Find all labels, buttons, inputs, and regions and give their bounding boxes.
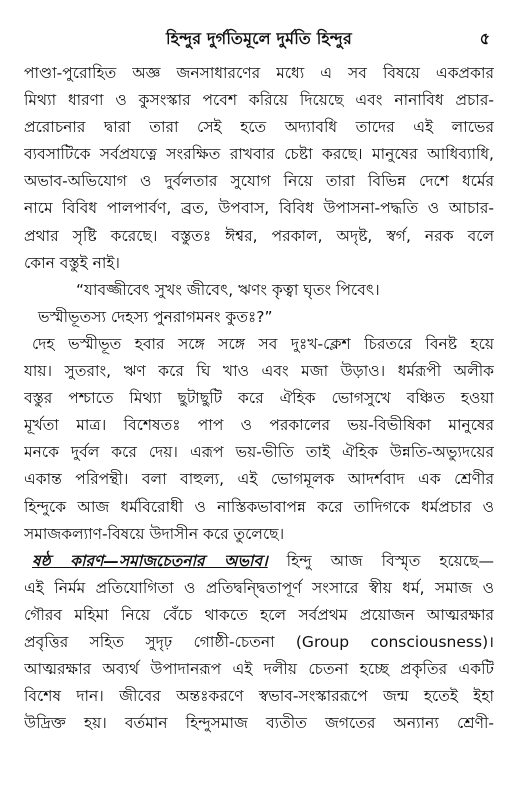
- text-line: বিশেষ দান। জীবের অন্তঃকরণে স্বভাব-সংস্কাররূপে জন্ম হতেই ইহা: [24, 687, 494, 706]
- text-line: প্রথার সৃষ্টি করেছে। বস্তুতঃ ঈশ্বর, পরকাল, অদৃষ্ট, স্বর্গ, নরক বলে: [24, 226, 494, 245]
- text-line: যায়। সুতরাং, ঋণ করে ঘি খাও এবং মজা উড়াও। ধর্মরূপী অলীক: [24, 362, 494, 381]
- paragraph-2: [24, 331, 494, 548]
- text-line: সমাজকল্যাণ-বিষয়ে উদাসীন করে তুলেছে।: [24, 524, 285, 543]
- text-line: পাণ্ডা-পুরোহিত অজ্ঞ জনসাধারণের মধ্যে এ সব বিষয়ে একপ্রকার: [24, 64, 494, 82]
- text-line: বস্তুর পশ্চাতে মিথ্যা ছুটাছুটি করে ঐহিক ভোগসুখে বঞ্চিত হওয়া: [24, 389, 494, 408]
- text-line: উদ্রিক্ত হয়। বর্তমান হিন্দুসমাজ ব্যতীত জগতের অন্যান্য শ্রেণী-: [24, 714, 494, 733]
- text-line: নামে বিবিধ পালপার্বণ, ব্রত, উপবাস, বিবিধ উপাসনা-পদ্ধতি ও আচার-: [24, 199, 494, 218]
- text-line: দেহ ভস্মীভূত হবার সঙ্গে সঙ্গে সব দুঃখ-ক্লেশ চিরতরে বিনষ্ট হয়ে: [32, 334, 494, 353]
- page-number: ৫: [479, 29, 490, 48]
- text-line: মিথ্যা ধারণা ও কুসংস্কার পবেশ করিয়ে দিয়েছে এবং নানাবিধ প্রচার-: [24, 91, 494, 110]
- verse-line: ভস্মীভূতস্য দেহস্য পুনরাগমনং কুতঃ?”: [38, 307, 273, 326]
- section-first-line: [24, 548, 494, 575]
- page-header: [24, 0, 494, 60]
- text-line: প্ররোচনার দ্বারা তারা সেই হতে অদ্যাবধি তাদের এই লাভের: [24, 118, 494, 137]
- text-line: অভাব-অভিযোগ ও দুর্বলতার সুযোগ নিয়ে তারা বিভিন্ন দেশে ধর্মের: [24, 172, 494, 191]
- text-line: গৌরব মহিমা নিয়ে বেঁচে থাকতে হলে সর্বপ্রথম প্রয়োজন আত্মরক্ষার: [24, 605, 494, 624]
- text-line: হিন্দুকে আজ ধর্মবিরোধী ও নাস্তিকভাবাপন্ন করে তাদিগকে ধর্মপ্রচার ও: [24, 497, 494, 516]
- text-line: প্রবৃত্তির সহিত সুদৃঢ় গোষ্ঠী-চেতনা (Group consciousness)।: [24, 632, 494, 651]
- section-heading: ষষ্ঠ কারণ—সমাজচেতনার অভাব।: [32, 551, 268, 570]
- text-line: এই নির্মম প্রতিযোগিতা ও প্রতিদ্বন্দ্বিতাপূর্ণ সংসারে স্বীয় ধর্ম, সমাজ ও: [24, 578, 494, 597]
- paragraph-1: [24, 60, 494, 277]
- verse-line: “যাবজ্জীবেৎ সুখং জীবেৎ, ঋণং কৃত্বা ঘৃতং পিবেৎ।: [76, 280, 380, 299]
- section-6: [24, 548, 494, 738]
- text-line: একান্ত পরিপন্থী। বলা বাহুল্য, এই ভোগমূলক আদর্শবাদ এক শ্রেণীর: [24, 470, 494, 489]
- text-line: কোন বস্তুই নাই।: [24, 253, 120, 272]
- sanskrit-verse: [24, 277, 494, 331]
- text-line: ব্যবসাটিকে সর্বপ্রযত্নে সংরক্ষিত রাখবার চেষ্টা করছে। মানুষের আধিব্যাধি,: [24, 145, 494, 164]
- running-title: হিন্দুর দুর্গতিমূলে দুর্মতি হিন্দুর: [166, 29, 352, 48]
- text-line: মনকে দুর্বল করে দেয়। এরূপ ভয়-ভীতি তাই ঐহিক উন্নতি-অভ্যুদয়ের: [24, 443, 494, 462]
- section-first-line-rest: হিন্দু আজ বিস্মৃত হয়েছে—: [267, 551, 494, 570]
- text-line: মূর্খতা মাত্র। বিশেষতঃ পাপ ও পরকালের ভয়-বিভীষিকা মানুষের: [24, 416, 494, 435]
- text-line: আত্মরক্ষার অব্যর্থ উপাদানরূপ এই দলীয় চেতনা হচ্ছে প্রকৃতির একটি: [24, 660, 494, 679]
